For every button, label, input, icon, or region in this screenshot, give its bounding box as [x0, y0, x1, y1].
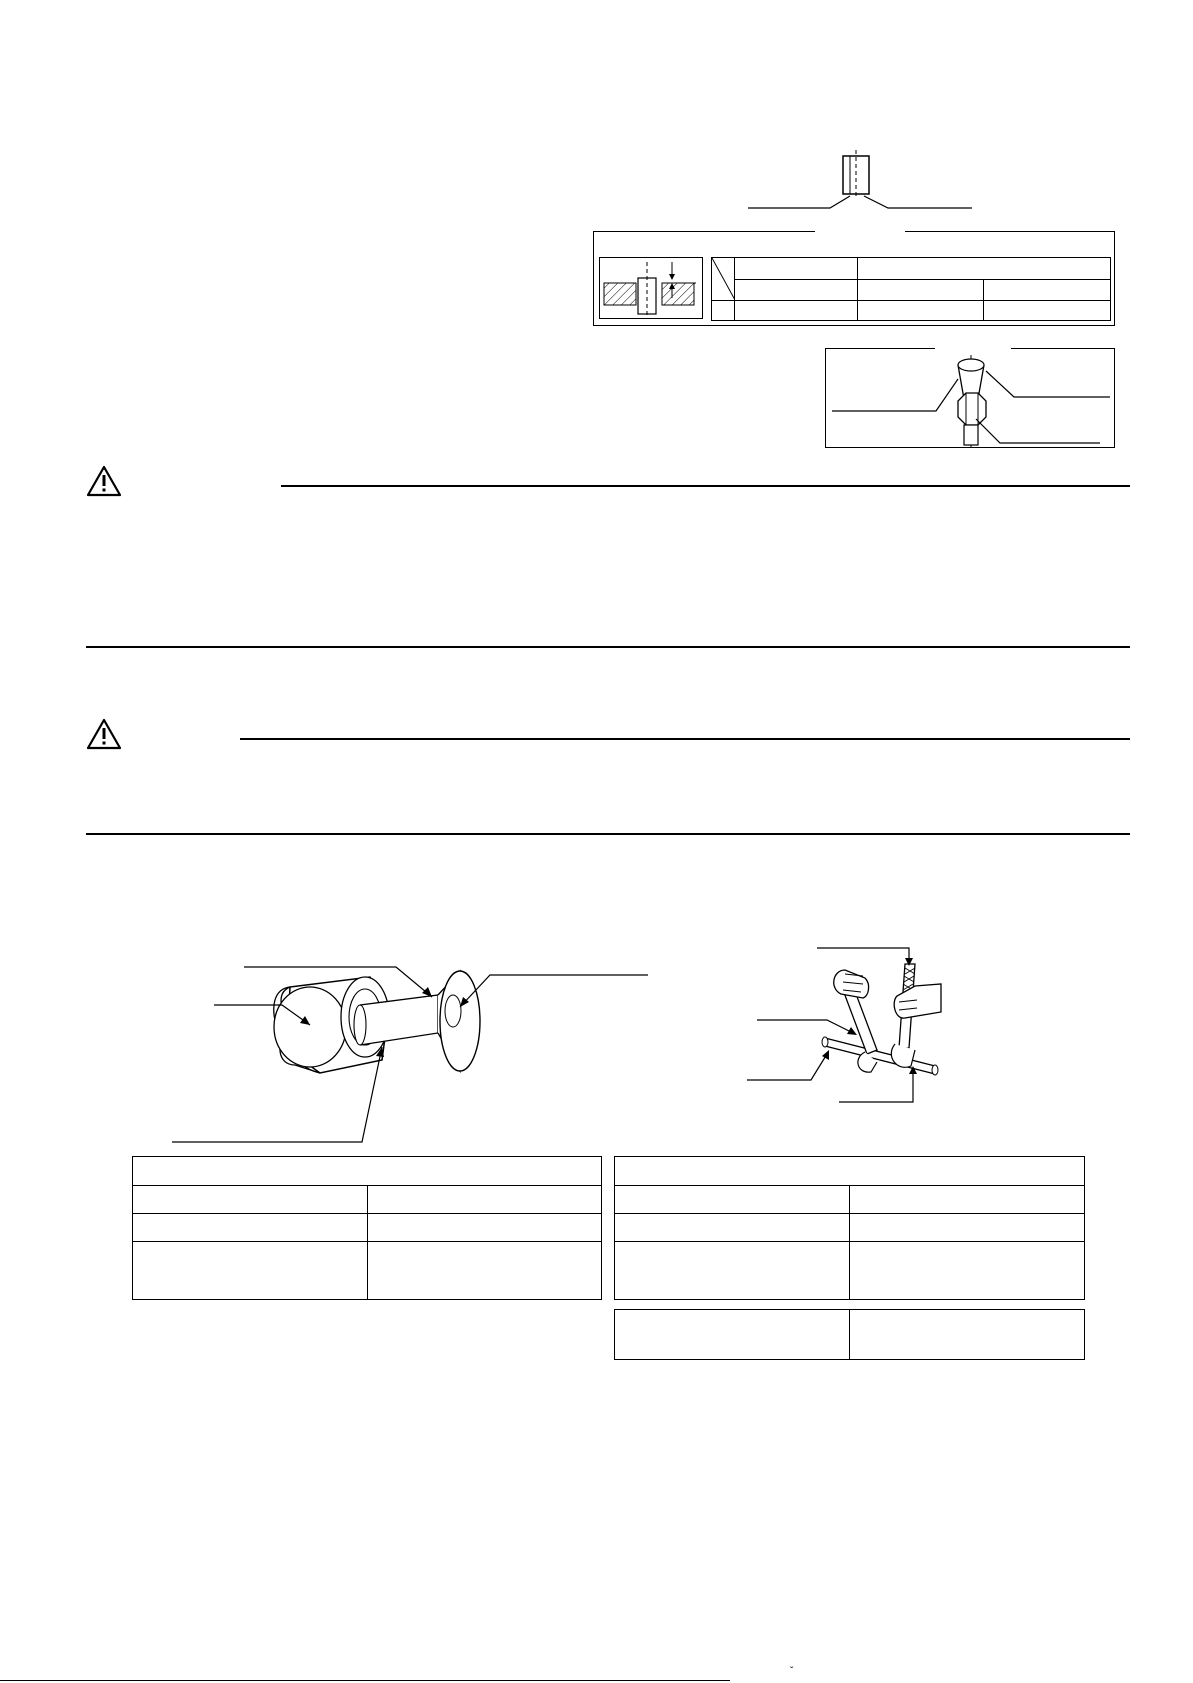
warning-heading-rule — [281, 485, 1130, 487]
extra-spec-table — [614, 1309, 1085, 1360]
table-cell — [735, 301, 858, 321]
table-cell — [712, 301, 735, 321]
table-cell — [615, 1310, 850, 1360]
table-header-cell — [615, 1186, 850, 1214]
section-divider — [86, 646, 1130, 648]
table-header-cell — [735, 258, 858, 280]
table-cell — [615, 1214, 850, 1242]
table-cell — [984, 301, 1111, 321]
panel-title-gap — [815, 228, 905, 234]
table-corner-cell — [712, 258, 735, 301]
warning-triangle-icon — [86, 718, 122, 750]
leader-line-right — [864, 196, 972, 208]
table-title-cell — [133, 1157, 602, 1186]
page-number: ˇ — [790, 1666, 794, 1677]
table-cell — [615, 1242, 850, 1300]
double-wrench-figure — [745, 940, 1005, 1110]
right-spec-table — [614, 1156, 1085, 1300]
table-header-cell — [850, 1186, 1085, 1214]
table-cell — [133, 1242, 368, 1300]
table-header-cell — [735, 279, 858, 301]
pipe-end-figure — [740, 150, 980, 210]
flare-nut-figure — [826, 349, 1114, 447]
table-cell — [368, 1214, 602, 1242]
table-cell — [858, 301, 984, 321]
section-divider — [86, 833, 1130, 835]
flare-section-sketch — [600, 258, 702, 318]
flare-nut-perspective-figure — [160, 955, 660, 1145]
caution-heading-rule — [240, 738, 1130, 740]
left-spec-table — [132, 1156, 602, 1300]
table-header-cell — [858, 258, 1111, 280]
table-cell — [368, 1242, 602, 1300]
table-cell — [850, 1214, 1085, 1242]
table-cell — [850, 1242, 1085, 1300]
leader-line-left — [748, 196, 850, 208]
table-header-cell — [984, 279, 1111, 301]
table-title-cell — [615, 1157, 1085, 1186]
table-header-cell — [858, 279, 984, 301]
table-header-cell — [133, 1186, 368, 1214]
warning-triangle-icon — [86, 465, 122, 497]
flare-dimension-table — [711, 257, 1111, 321]
footer-rule — [0, 1680, 730, 1681]
table-header-cell — [368, 1186, 602, 1214]
table-cell — [850, 1310, 1085, 1360]
table-cell — [133, 1214, 368, 1242]
